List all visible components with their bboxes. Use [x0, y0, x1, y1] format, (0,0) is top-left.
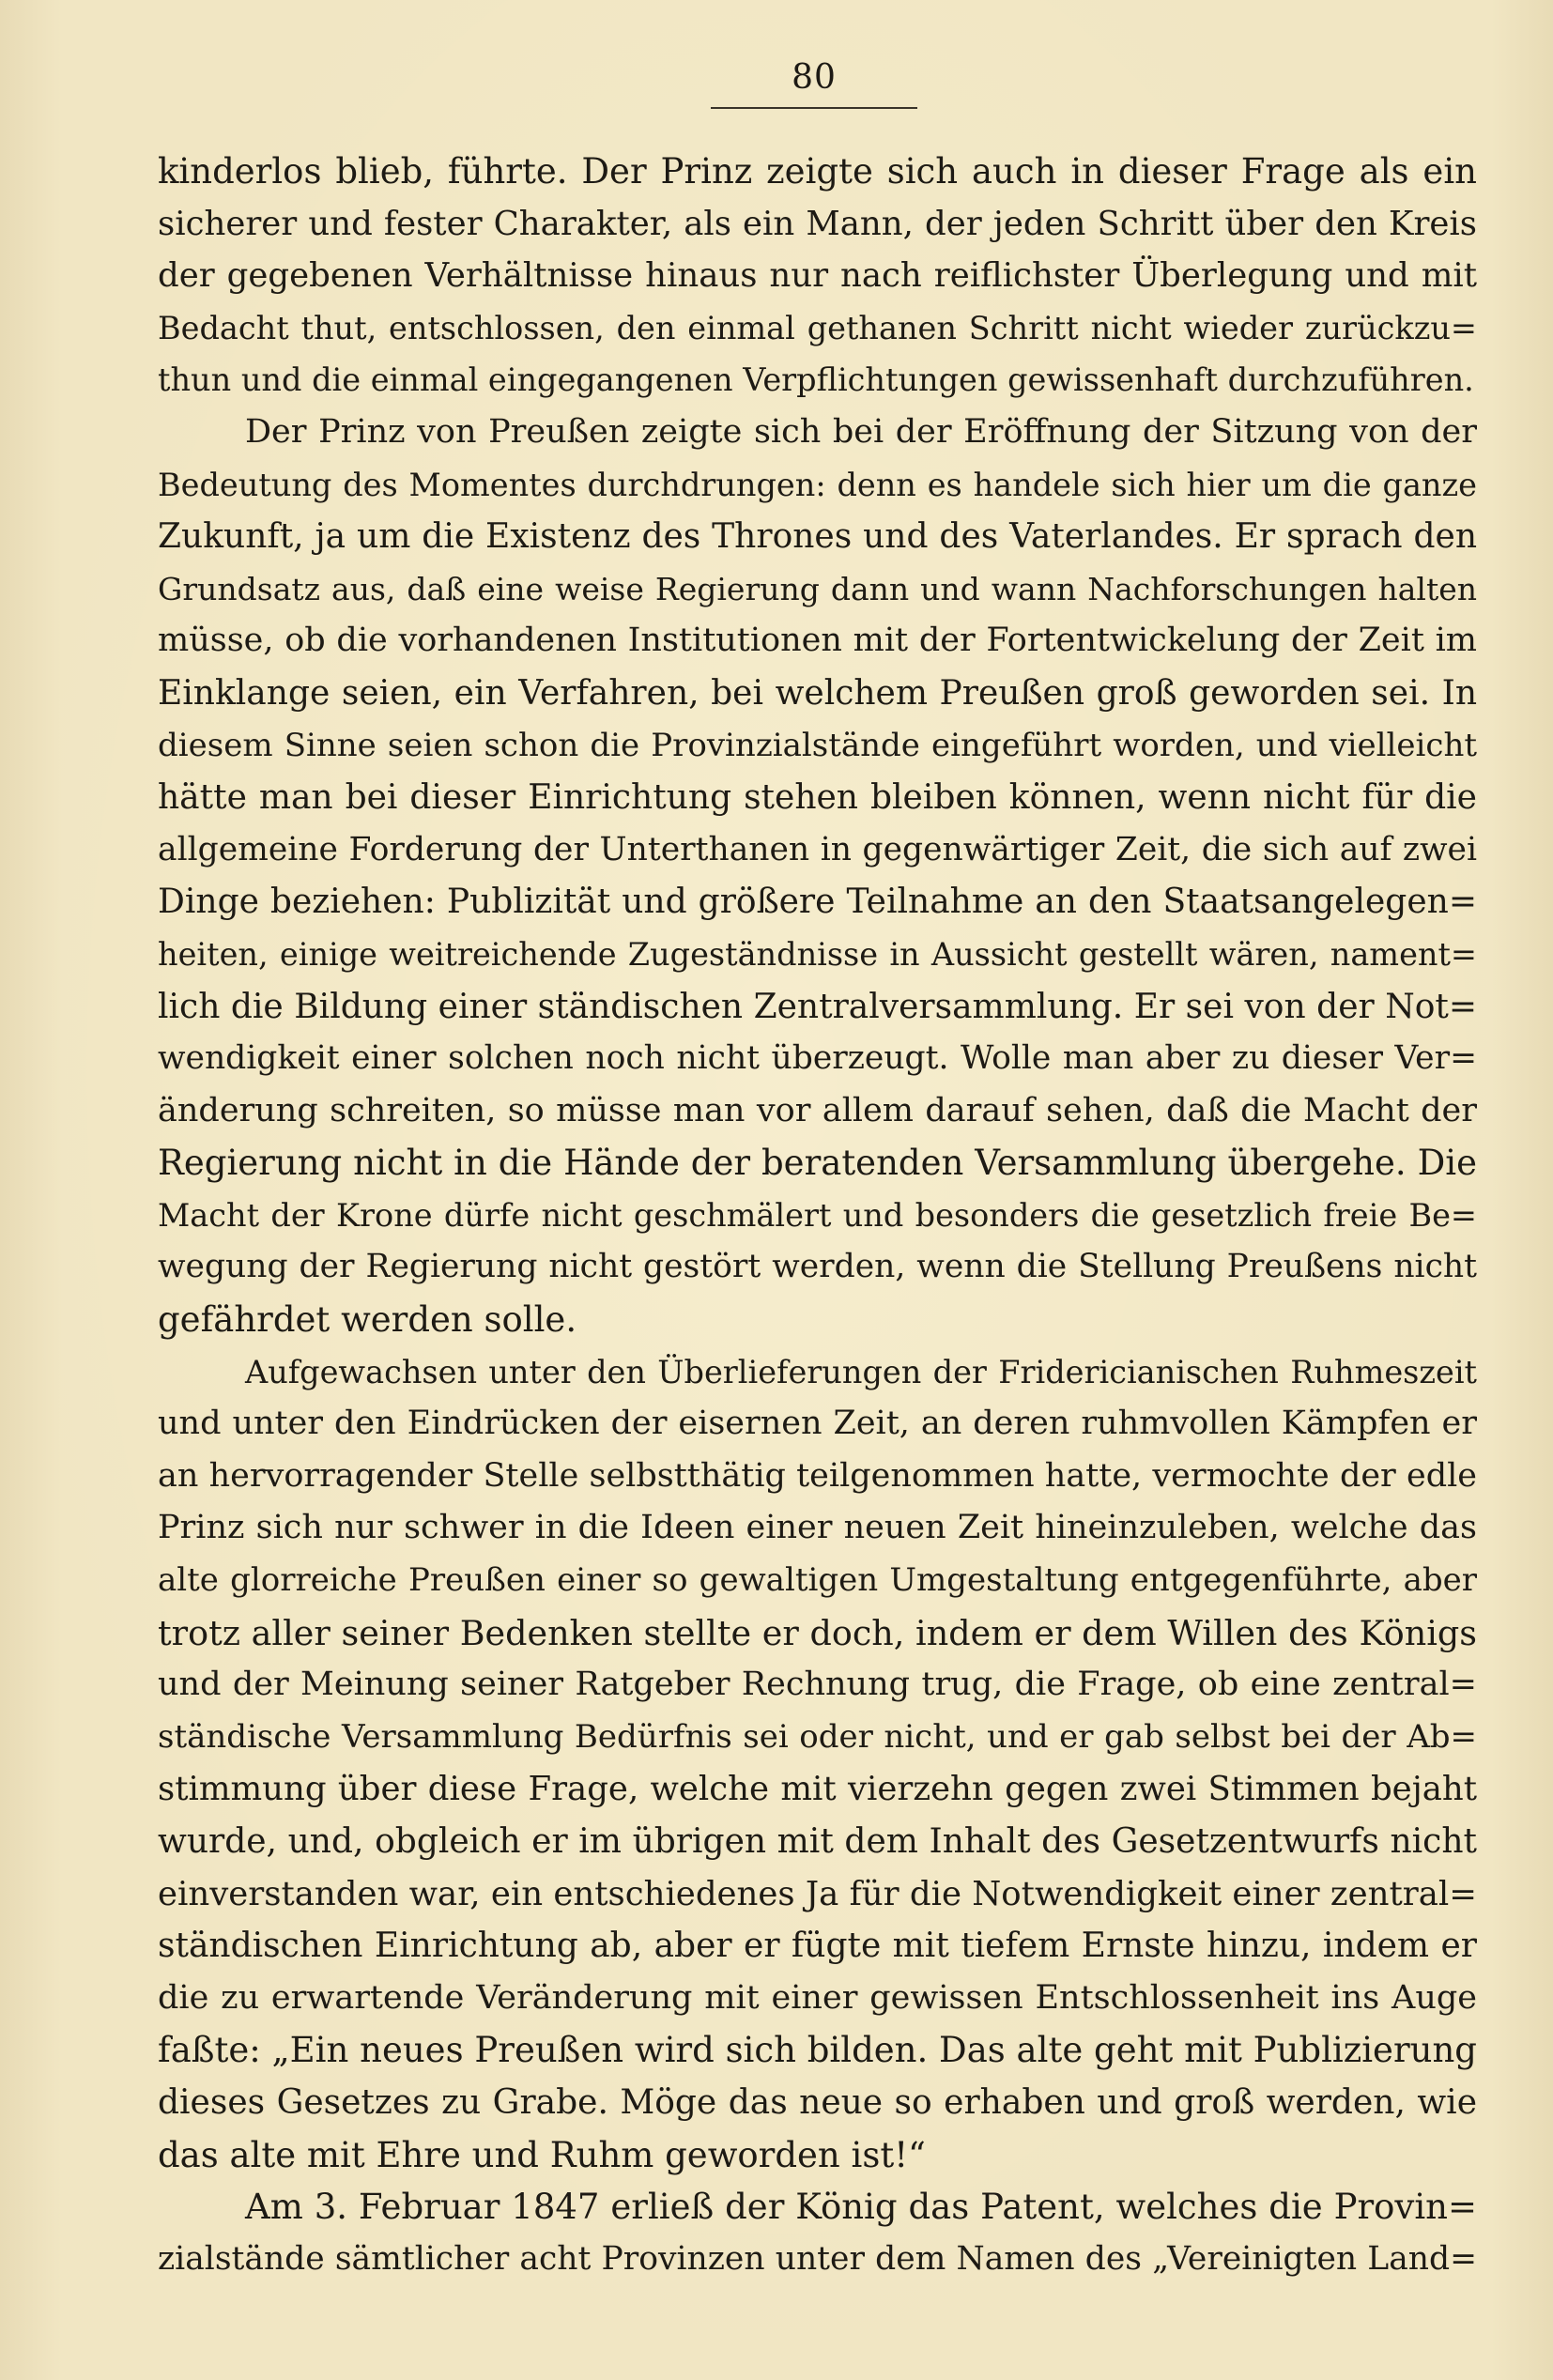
- text-line: Grundsatz aus, daß eine weise Regierung dann und wann Nachforschungen halten: [158, 570, 1477, 607]
- text-line: hätte man bei dieser Einrichtung stehen bleiben können, wenn nicht für die: [158, 778, 1477, 818]
- text-line: der gegebenen Verhältnisse hinaus nur nach reiflichster Überlegung und mit: [158, 256, 1477, 296]
- text-line: kinderlos blieb, führte. Der Prinz zeigte sich auch in dieser Frage als ein: [158, 151, 1477, 192]
- text-line: einverstanden war, ein entschiedenes Ja für die Notwendigkeit einer zentral=: [158, 1874, 1477, 1913]
- text-line: lich die Bildung einer ständischen Zentralversammlung. Er sei von der Not=: [158, 987, 1477, 1026]
- text-line: wurde, und, obgleich er im übrigen mit dem Inhalt des Gesetzentwurfs nicht: [158, 1822, 1477, 1861]
- text-line: Macht der Krone dürfe nicht geschmälert und besonders die gesetzlich freie Be=: [158, 1196, 1477, 1234]
- text-line: trotz aller seiner Bedenken stellte er doch, indem er dem Willen des Königs: [158, 1612, 1477, 1653]
- text-line: Regierung nicht in die Hände der beratenden Versammlung übergehe. Die: [158, 1143, 1477, 1184]
- text-line: allgemeine Forderung der Unterthanen in gegenwärtiger Zeit, die sich auf zwei: [158, 830, 1477, 868]
- text-line: heiten, einige weitreichende Zugeständnisse in Aussicht gestellt wären, nament=: [158, 935, 1477, 973]
- text-line: diesem Sinne seien schon die Provinzialstände eingeführt worden, und vielleicht: [158, 726, 1477, 764]
- text-line: änderung schreiten, so müsse man vor allem darauf sehen, daß die Macht der: [158, 1091, 1477, 1129]
- text-line: thun und die einmal eingegangenen Verpflichtungen gewissenhaft durchzuführen.: [158, 361, 1474, 399]
- page-number: 80: [792, 58, 837, 97]
- text-line: Der Prinz von Preußen zeigte sich bei der Eröffnung der Sitzung von der: [245, 412, 1477, 451]
- body-text: [158, 146, 1477, 2285]
- text-line: ständischen Einrichtung ab, aber er fügte mit tiefem Ernste hinzu, indem er: [158, 1927, 1477, 1966]
- text-line: und unter den Eindrücken der eisernen Zeit, an deren ruhmvollen Kämpfen er: [158, 1405, 1477, 1443]
- text-line: dieses Gesetzes zu Grabe. Möge das neue so erhaben und groß werden, wie: [158, 2082, 1477, 2122]
- text-line: alte glorreiche Preußen einer so gewaltigen Umgestaltung entgegenführte, aber: [158, 1561, 1477, 1600]
- text-line: Aufgewachsen unter den Überlieferungen der Fridericianischen Ruhmeszeit: [245, 1353, 1477, 1390]
- text-line: Zukunft, ja um die Existenz des Thrones und des Vaterlandes. Er sprach den: [158, 517, 1477, 557]
- text-line: Dinge beziehen: Publizität und größere Teilnahme an den Staatsangelegen=: [158, 883, 1477, 922]
- text-line: Einklange seien, ein Verfahren, bei welchem Preußen groß geworden sei. In: [158, 673, 1477, 713]
- text-line: an hervorragender Stelle selbstthätig teilgenommen hatte, vermochte der edle: [158, 1456, 1477, 1495]
- text-line: und der Meinung seiner Ratgeber Rechnung trug, die Frage, ob eine zentral=: [158, 1666, 1477, 1704]
- text-line: faßte: „Ein neues Preußen wird sich bilden. Das alte geht mit Publizierung: [158, 2030, 1477, 2071]
- text-line: gefährdet werden solle.: [158, 1299, 577, 1341]
- header-rule: [711, 107, 917, 109]
- text-line: sicherer und fester Charakter, als ein Mann, der jeden Schritt über den Kreis: [158, 204, 1477, 243]
- text-line: wegung der Regierung nicht gestört werden, wenn die Stellung Preußens nicht: [158, 1248, 1477, 1286]
- text-line: Prinz sich nur schwer in die Ideen einer neuen Zeit hineinzuleben, welche das: [158, 1509, 1477, 1547]
- text-line: müsse, ob die vorhandenen Institutionen mit der Fortentwickelung der Zeit im: [158, 622, 1477, 660]
- text-line: stimmung über diese Frage, welche mit vierzehn gegen zwei Stimmen bejaht: [158, 1770, 1477, 1809]
- text-line: wendigkeit einer solchen noch nicht überzeugt. Wolle man aber zu dieser Ver=: [158, 1039, 1477, 1078]
- text-line: Bedacht thut, entschlossen, den einmal gethanen Schritt nicht wieder zurückzu=: [158, 309, 1477, 346]
- text-line: ständische Versammlung Bedürfnis sei oder nicht, und er gab selbst bei der Ab=: [158, 1717, 1477, 1756]
- text-line: das alte mit Ehre und Ruhm geworden ist!“: [158, 2134, 926, 2175]
- text-line: die zu erwartende Veränderung mit einer gewissen Entschlossenheit ins Auge: [158, 1978, 1477, 2017]
- text-line: Bedeutung des Momentes durchdrungen: denn es handele sich hier um die ganze: [158, 466, 1477, 503]
- text-line: zialstände sämtlicher acht Provinzen unter dem Namen des „Vereinigten Land=: [158, 2239, 1477, 2278]
- text-line: Am 3. Februar 1847 erließ der König das Patent, welches die Provin=: [245, 2187, 1477, 2228]
